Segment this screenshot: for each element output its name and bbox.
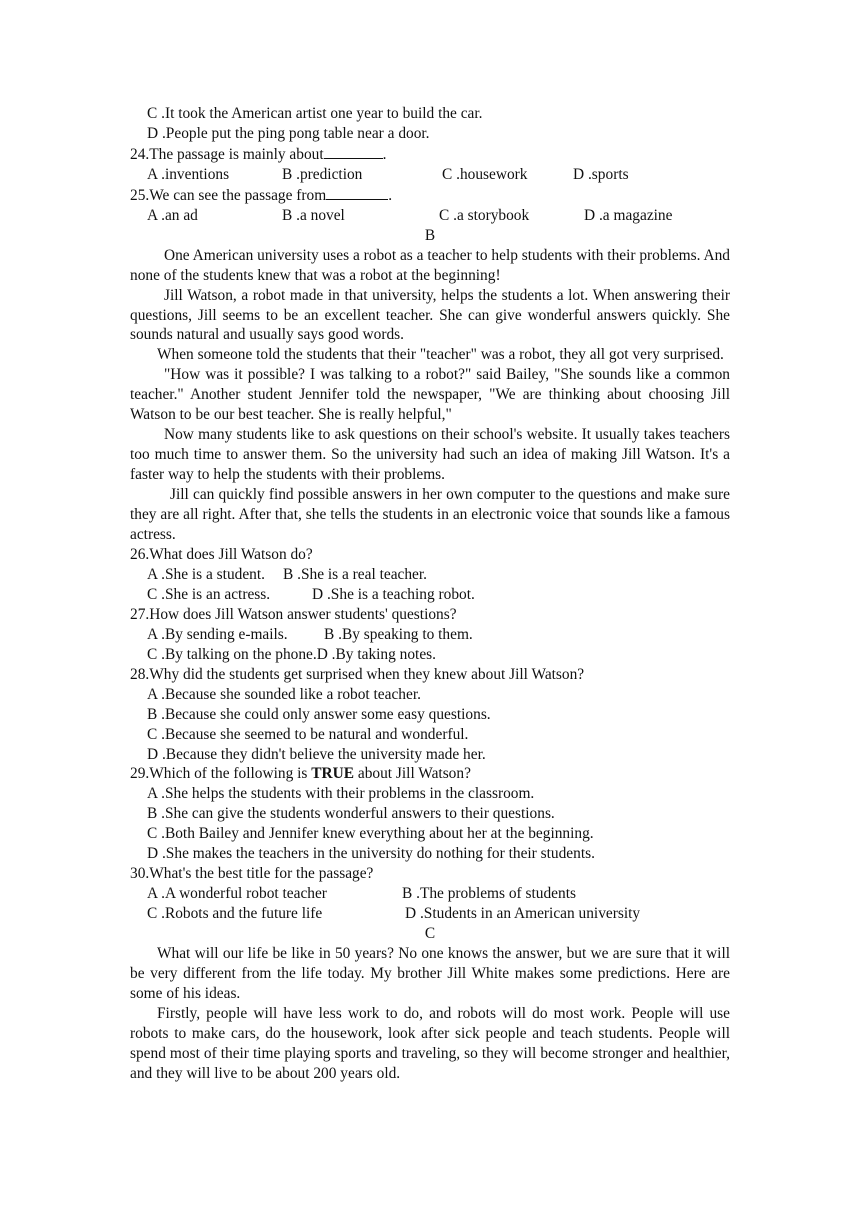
q30-options-row-2 [130,904,730,924]
q28-option-b: B .Because she could only answer some easy questions. [147,705,491,723]
q24-option-d: D .sports [573,165,629,183]
q29-option-b: B .She can give the students wonderful answers to their questions. [147,805,555,823]
q26-options-row-1 [130,565,730,585]
section-b-paragraph-5-text: Now many students like to ask questions on their school's website. It usually takes teachers too much time to answer them. So the university had such an idea of making Jill Watson. It's a faster way to help the students with their problems. [130,426,730,484]
section-b-paragraph-2-text: Jill Watson, a robot made in that university, helps the students a lot. When answering their questions, Jill seems to be an excellent teacher. She can give wonderful answers quickly. She sounds natural and usually says good words. [130,286,730,344]
q25-blank [326,185,388,200]
q24-option-a: A .inventions [147,165,230,183]
q25-option-a: A .an ad [147,206,198,224]
section-b-paragraph-4-text: "How was it possible? I was talking to a robot?" said Bailey, "She sounds like a common teacher." Another student Jennifer told the newspaper, "We are thinking about choosing Jill Watson to be our best teacher. She is really helpful," [130,366,730,424]
q27-option-c: C .By talking on the phone. [147,645,317,663]
q28-stem: 28.Why did the students get surprised when they knew about Jill Watson? [130,665,585,683]
q30-option-d: D .Students in an American university [405,905,641,923]
q24-stem: 24.The passage is mainly about . [130,145,387,163]
q28-option-a: A .Because she sounded like a robot teacher. [147,685,421,703]
q29-stem-before: 29.Which of the following is [130,765,312,783]
section-c-paragraph-2 [130,1004,730,1084]
q29-option-d: D .She makes the teachers in the university do nothing for their students. [147,845,595,863]
q27-option-d: D .By taking notes. [316,645,436,663]
exam-page [130,104,730,1084]
q23-option-c: C .It took the American artist one year to build the car. [147,105,483,122]
section-b-paragraph-1 [130,246,730,286]
q26-stem: 26.What does Jill Watson do? [130,545,313,563]
q26-option-c: C .She is an actress. [147,585,271,603]
q27-options-row-1 [130,625,730,645]
q28-option-c: C .Because she seemed to be natural and wonderful. [147,725,469,743]
q26-option-b: B .She is a real teacher. [283,565,428,583]
section-b-heading: B [424,226,436,244]
q30-options-row-1 [130,884,730,904]
section-b-paragraph-3-text: When someone told the students that their "teacher" was a robot, they all got very surprised. [157,346,724,364]
q28-option-d: D .Because they didn't believe the university made her. [147,745,486,763]
q29-stem-after: about Jill Watson? [354,765,471,783]
q24-stem-text: 24.The passage is mainly about [130,145,324,163]
section-c-paragraph-2-text: Firstly, people will have less work to do, and robots will do most work. People will use robots to make cars, do the housework, look after sick people and teach students. People will spend most of their time playing sports and traveling, so they will become stronger and healthier, and they will live to be about 200 years old. [130,1004,730,1082]
section-c-paragraph-1 [130,944,730,1004]
q30-option-a: A .A wonderful robot teacher [147,885,327,903]
q29-option-a: A .She helps the students with their problems in the classroom. [147,785,535,803]
q27-options-row-2 [130,645,730,665]
q25-stem: 25.We can see the passage from . [130,186,393,204]
q27-option-b: B .By speaking to them. [324,625,473,643]
section-c-heading: C [424,925,436,943]
q29-stem [130,764,730,784]
q27-stem: 27.How does Jill Watson answer students' questions? [130,605,457,623]
q24-option-c: C .housework [442,165,528,183]
q27-option-a: A .By sending e-mails. [147,625,288,643]
section-b-paragraph-1-text: One American university uses a robot as a teacher to help students with their problems. And none of the students knew that was a robot at the beginning! [130,246,730,284]
q24-blank [324,144,383,159]
section-b-paragraph-4 [130,365,730,425]
q29-stem-emphasis: TRUE [311,765,355,783]
q30-option-c: C .Robots and the future life [147,905,323,923]
q25-option-d: D .a magazine [584,206,673,224]
q26-options-row-2 [130,585,730,605]
section-b-paragraph-6 [130,485,730,545]
section-c-paragraph-1-text: What will our life be like in 50 years? No one knows the answer, but we are sure that it will be very different from the life today. My brother Jill White makes some predictions. Here are some of his ideas. [130,945,730,1002]
q30-option-b: B .The problems of students [402,885,576,903]
q26-option-a: A .She is a student. [147,565,265,583]
q25-option-c: C .a storybook [439,206,530,224]
q25-option-b: B .a novel [282,206,345,224]
q24-options [130,165,730,185]
q25-options [130,206,730,226]
q25-stem-text: 25.We can see the passage from [130,186,327,204]
q26-option-d: D .She is a teaching robot. [312,585,475,603]
q23-option-d: D .People put the ping pong table near a door. [147,124,430,142]
q24-option-b: B .prediction [282,165,363,183]
q30-stem: 30.What's the best title for the passage? [130,865,374,883]
section-b-paragraph-5 [130,425,730,485]
q29-option-c: C .Both Bailey and Jennifer knew everything about her at the beginning. [147,825,594,843]
section-b-paragraph-3 [130,345,730,365]
section-b-paragraph-6-text: Jill can quickly find possible answers in her own computer to the questions and make sure they are all right. After that, she tells the students in an electronic voice that sounds like a famous actress. [130,486,730,544]
section-b-paragraph-2 [130,286,730,346]
